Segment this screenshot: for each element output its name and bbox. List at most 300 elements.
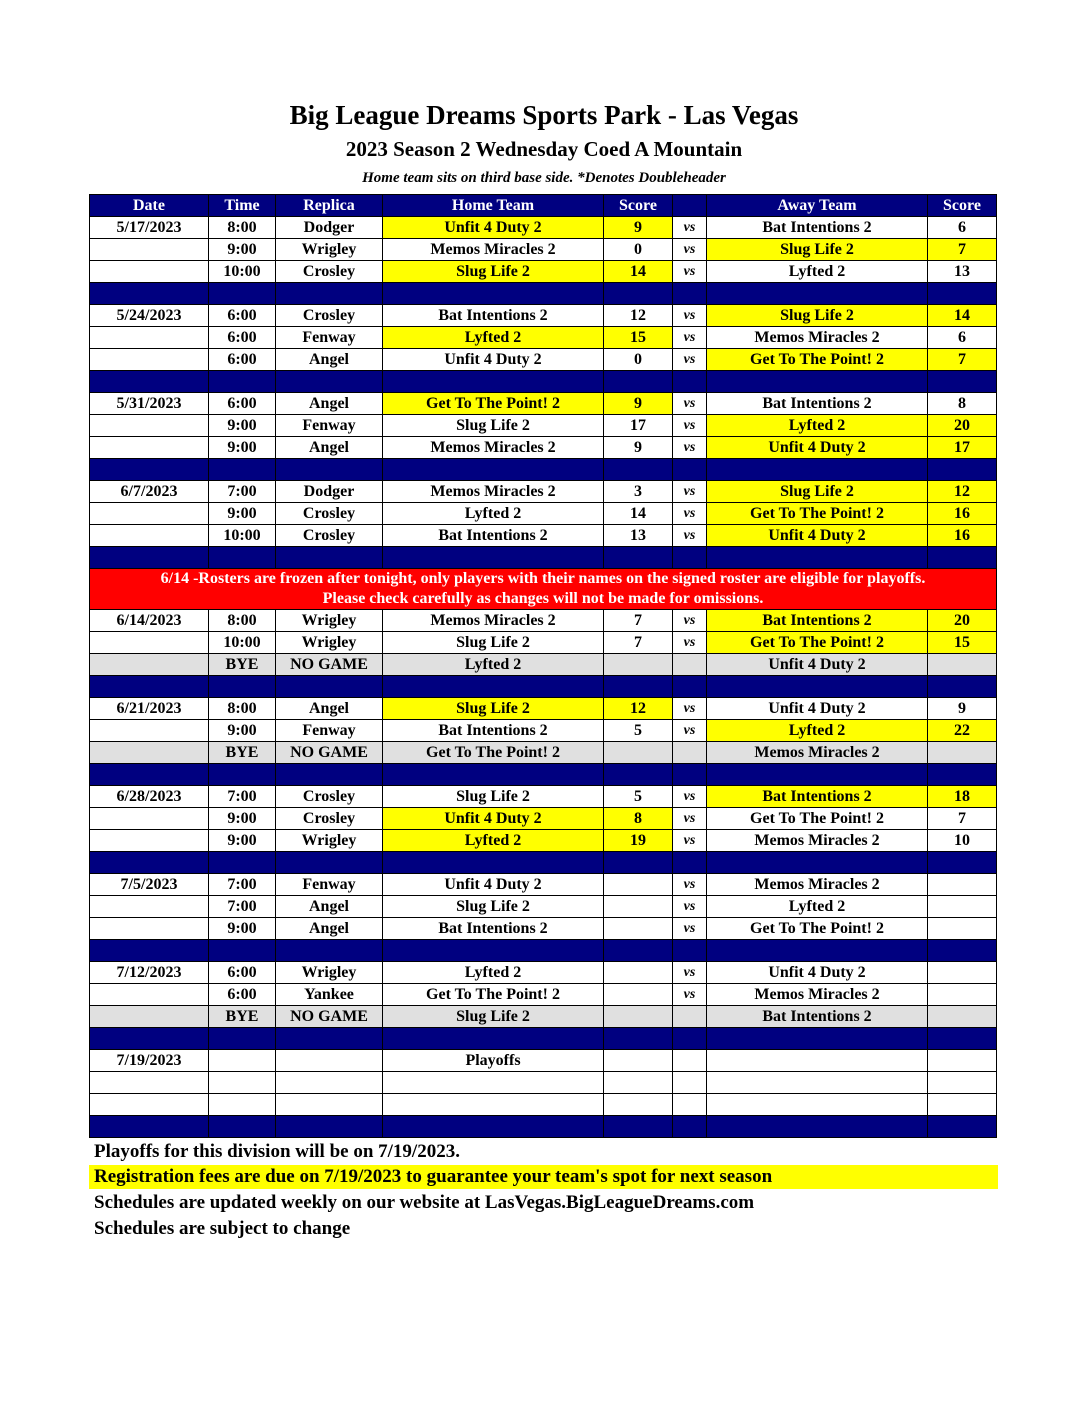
time-cell: BYE [209,742,276,764]
home-team-cell: Get To The Point! 2 [383,984,604,1006]
vs-cell: vs [673,327,707,349]
away-score-cell: 20 [928,415,997,437]
separator-cell [276,676,383,698]
separator-cell [707,371,928,393]
away-score-cell [928,1072,997,1094]
away-score-cell: 10 [928,830,997,852]
vs-cell: vs [673,984,707,1006]
home-score-cell: 15 [604,327,673,349]
separator-cell [928,459,997,481]
date-cell [90,327,209,349]
vs-cell: vs [673,830,707,852]
home-score-cell: 9 [604,393,673,415]
date-cell [90,261,209,283]
field-cell: NO GAME [276,742,383,764]
field-cell: Dodger [276,217,383,239]
field-cell: Angel [276,896,383,918]
field-cell: Fenway [276,720,383,742]
away-score-cell: 6 [928,217,997,239]
game-row [90,1072,997,1094]
home-team-cell: Lyfted 2 [383,503,604,525]
time-cell [209,1094,276,1116]
away-team-cell: Get To The Point! 2 [707,503,928,525]
separator-cell [673,371,707,393]
home-score-cell: 14 [604,503,673,525]
home-team-cell: Lyfted 2 [383,327,604,349]
separator-cell [928,547,997,569]
home-team-cell: Playoffs [383,1050,604,1072]
vs-cell [673,1006,707,1028]
away-score-cell: 12 [928,481,997,503]
separator-cell [276,852,383,874]
date-cell [90,1094,209,1116]
separator-cell [707,940,928,962]
vs-cell: vs [673,481,707,503]
separator-cell [276,283,383,305]
separator-cell [383,371,604,393]
away-score-cell [928,742,997,764]
home-score-cell: 19 [604,830,673,852]
away-score-cell: 22 [928,720,997,742]
vs-cell: vs [673,217,707,239]
field-cell: Crosley [276,786,383,808]
away-team-cell: Slug Life 2 [707,305,928,327]
field-cell: Wrigley [276,239,383,261]
game-row [90,632,997,654]
separator-row [90,371,997,393]
home-team-cell [383,1094,604,1116]
separator-row [90,1028,997,1050]
vs-cell: vs [673,786,707,808]
separator-cell [673,940,707,962]
vs-cell: vs [673,896,707,918]
away-team-cell: Memos Miracles 2 [707,742,928,764]
away-score-cell: 20 [928,610,997,632]
date-cell [90,632,209,654]
col-header-date: Date [90,195,209,217]
away-score-cell: 15 [928,632,997,654]
home-score-cell [604,1072,673,1094]
schedule-body [90,195,997,1138]
time-cell: 9:00 [209,720,276,742]
separator-cell [90,1116,209,1138]
date-cell: 6/14/2023 [90,610,209,632]
game-row [90,503,997,525]
away-team-cell: Bat Intentions 2 [707,610,928,632]
date-cell [90,415,209,437]
time-cell: 9:00 [209,239,276,261]
vs-cell: vs [673,349,707,371]
home-score-cell: 12 [604,698,673,720]
away-score-cell: 9 [928,698,997,720]
separator-row [90,676,997,698]
away-score-cell [928,874,997,896]
away-score-cell [928,896,997,918]
home-score-cell: 5 [604,786,673,808]
separator-cell [90,371,209,393]
home-score-cell: 17 [604,415,673,437]
vs-cell: vs [673,503,707,525]
roster-notice-line-1: 6/14 -Rosters are frozen after tonight, only players with their names on the signed roster are eligible for playoffs. [160,570,926,587]
vs-cell [673,1050,707,1072]
field-cell [276,1094,383,1116]
separator-cell [383,283,604,305]
field-cell: Crosley [276,525,383,547]
time-cell: 10:00 [209,261,276,283]
home-score-cell: 3 [604,481,673,503]
separator-cell [604,547,673,569]
separator-cell [604,371,673,393]
time-cell: 9:00 [209,437,276,459]
separator-row [90,547,997,569]
away-score-cell: 7 [928,808,997,830]
home-score-cell [604,654,673,676]
separator-cell [604,1116,673,1138]
separator-cell [604,764,673,786]
separator-row [90,1116,997,1138]
separator-cell [673,1028,707,1050]
home-score-cell [604,896,673,918]
separator-cell [604,283,673,305]
away-team-cell: Lyfted 2 [707,896,928,918]
separator-cell [209,940,276,962]
separator-cell [90,547,209,569]
field-cell: NO GAME [276,654,383,676]
away-team-cell: Get To The Point! 2 [707,349,928,371]
separator-cell [209,1028,276,1050]
separator-cell [276,764,383,786]
separator-cell [707,1116,928,1138]
vs-cell: vs [673,720,707,742]
home-score-cell [604,874,673,896]
game-row [90,327,997,349]
time-cell: 7:00 [209,786,276,808]
away-score-cell [928,918,997,940]
field-cell: Crosley [276,305,383,327]
time-cell: 10:00 [209,525,276,547]
col-header-home-score: Score [604,195,673,217]
vs-cell: vs [673,415,707,437]
home-team-cell [383,1072,604,1094]
separator-cell [707,764,928,786]
vs-cell: vs [673,698,707,720]
separator-cell [90,852,209,874]
separator-cell [209,1116,276,1138]
date-cell [90,239,209,261]
away-score-cell: 8 [928,393,997,415]
field-cell: Angel [276,349,383,371]
date-cell [90,896,209,918]
separator-cell [673,764,707,786]
separator-row [90,852,997,874]
field-cell: Wrigley [276,632,383,654]
separator-cell [604,940,673,962]
home-team-cell: Slug Life 2 [383,786,604,808]
game-row [90,437,997,459]
date-cell: 6/28/2023 [90,786,209,808]
away-team-cell: Memos Miracles 2 [707,874,928,896]
home-team-cell: Unfit 4 Duty 2 [383,349,604,371]
home-score-cell [604,1050,673,1072]
away-team-cell: Unfit 4 Duty 2 [707,654,928,676]
home-team-cell: Lyfted 2 [383,654,604,676]
separator-cell [673,852,707,874]
separator-cell [383,852,604,874]
vs-cell: vs [673,808,707,830]
home-team-cell: Memos Miracles 2 [383,239,604,261]
time-cell: BYE [209,654,276,676]
home-score-cell [604,984,673,1006]
time-cell: 9:00 [209,415,276,437]
separator-cell [209,459,276,481]
field-cell: Wrigley [276,962,383,984]
home-score-cell: 14 [604,261,673,283]
date-cell [90,525,209,547]
away-score-cell: 14 [928,305,997,327]
away-team-cell: Unfit 4 Duty 2 [707,962,928,984]
roster-notice [90,569,997,610]
footer-subject-to-change: Schedules are subject to change [94,1218,351,1239]
date-cell [90,742,209,764]
game-row [90,830,997,852]
col-header-away-team: Away Team [707,195,928,217]
vs-cell [673,1072,707,1094]
date-cell: 6/21/2023 [90,698,209,720]
home-score-cell [604,1006,673,1028]
separator-cell [383,1116,604,1138]
separator-cell [604,852,673,874]
separator-cell [90,1028,209,1050]
game-row [90,525,997,547]
separator-cell [209,371,276,393]
field-cell: Wrigley [276,830,383,852]
game-row [90,1094,997,1116]
separator-cell [209,547,276,569]
home-team-cell: Slug Life 2 [383,698,604,720]
bye-row [90,742,997,764]
separator-cell [707,676,928,698]
footer-registration: Registration fees are due on 7/19/2023 to guarantee your team's spot for next season [89,1165,998,1189]
time-cell: BYE [209,1006,276,1028]
bye-row [90,654,997,676]
vs-cell: vs [673,962,707,984]
vs-cell: vs [673,874,707,896]
away-team-cell: Lyfted 2 [707,261,928,283]
away-team-cell: Memos Miracles 2 [707,327,928,349]
time-cell: 8:00 [209,698,276,720]
separator-cell [707,852,928,874]
field-cell: Angel [276,918,383,940]
home-score-cell: 12 [604,305,673,327]
away-team-cell: Lyfted 2 [707,415,928,437]
home-team-cell: Unfit 4 Duty 2 [383,874,604,896]
col-header-away-score: Score [928,195,997,217]
field-cell: Angel [276,437,383,459]
separator-cell [90,283,209,305]
vs-cell: vs [673,918,707,940]
away-score-cell: 16 [928,525,997,547]
separator-cell [90,764,209,786]
footer-playoffs: Playoffs for this division will be on 7/19/2023. [94,1141,460,1162]
home-team-cell: Get To The Point! 2 [383,742,604,764]
field-cell: Wrigley [276,610,383,632]
separator-cell [383,764,604,786]
game-row [90,239,997,261]
separator-cell [276,1116,383,1138]
time-cell: 6:00 [209,305,276,327]
away-score-cell: 6 [928,327,997,349]
page-subtitle: 2023 Season 2 Wednesday Coed A Mountain [345,137,743,161]
home-team-cell: Bat Intentions 2 [383,305,604,327]
field-cell: Angel [276,393,383,415]
vs-cell: vs [673,610,707,632]
time-cell: 6:00 [209,984,276,1006]
game-row [90,349,997,371]
home-team-cell: Bat Intentions 2 [383,918,604,940]
home-team-cell: Slug Life 2 [383,632,604,654]
date-cell [90,1006,209,1028]
separator-cell [928,764,997,786]
away-score-cell: 13 [928,261,997,283]
date-cell [90,1072,209,1094]
separator-cell [383,547,604,569]
vs-cell: vs [673,632,707,654]
home-score-cell [604,918,673,940]
away-score-cell: 18 [928,786,997,808]
separator-cell [928,676,997,698]
col-header-replica: Replica [276,195,383,217]
game-row [90,610,997,632]
separator-cell [276,459,383,481]
time-cell: 6:00 [209,393,276,415]
date-cell [90,720,209,742]
away-score-cell [928,1094,997,1116]
separator-cell [209,764,276,786]
field-cell: Dodger [276,481,383,503]
field-cell: Fenway [276,415,383,437]
time-cell [209,1072,276,1094]
away-team-cell: Slug Life 2 [707,481,928,503]
away-score-cell [928,654,997,676]
away-team-cell: Slug Life 2 [707,239,928,261]
away-team-cell [707,1094,928,1116]
separator-cell [673,676,707,698]
away-score-cell: 17 [928,437,997,459]
field-cell: Crosley [276,808,383,830]
date-cell [90,654,209,676]
vs-cell: vs [673,393,707,415]
game-row [90,984,997,1006]
game-row [90,415,997,437]
separator-cell [383,1028,604,1050]
date-cell [90,437,209,459]
away-score-cell: 16 [928,503,997,525]
game-row [90,261,997,283]
separator-cell [673,283,707,305]
home-team-cell: Lyfted 2 [383,830,604,852]
home-team-cell: Slug Life 2 [383,1006,604,1028]
time-cell: 10:00 [209,632,276,654]
date-cell: 5/24/2023 [90,305,209,327]
home-team-cell: Slug Life 2 [383,415,604,437]
time-cell: 8:00 [209,610,276,632]
home-team-cell: Slug Life 2 [383,261,604,283]
away-team-cell: Unfit 4 Duty 2 [707,437,928,459]
separator-cell [276,547,383,569]
bye-row [90,1006,997,1028]
time-cell: 9:00 [209,830,276,852]
separator-cell [673,459,707,481]
time-cell: 6:00 [209,327,276,349]
footer-website: Schedules are updated weekly on our website at LasVegas.BigLeagueDreams.com [94,1192,755,1213]
date-cell: 7/19/2023 [90,1050,209,1072]
game-row [90,808,997,830]
home-team-cell: Bat Intentions 2 [383,525,604,547]
home-score-cell: 8 [604,808,673,830]
date-cell [90,503,209,525]
date-cell [90,984,209,1006]
separator-cell [276,371,383,393]
time-cell: 9:00 [209,808,276,830]
field-cell: Crosley [276,503,383,525]
separator-row [90,940,997,962]
col-header-vs [673,195,707,217]
game-row [90,698,997,720]
separator-cell [707,547,928,569]
field-cell: Angel [276,698,383,720]
home-score-cell: 5 [604,720,673,742]
home-score-cell: 9 [604,437,673,459]
page-title: Big League Dreams Sports Park - Las Vegas [289,100,799,130]
date-cell: 6/7/2023 [90,481,209,503]
home-team-cell: Bat Intentions 2 [383,720,604,742]
away-team-cell [707,1072,928,1094]
vs-cell: vs [673,305,707,327]
home-team-cell: Memos Miracles 2 [383,437,604,459]
game-row [90,1050,997,1072]
separator-cell [673,1116,707,1138]
col-header-time: Time [209,195,276,217]
vs-cell: vs [673,261,707,283]
separator-cell [90,940,209,962]
field-cell: Yankee [276,984,383,1006]
home-team-cell: Memos Miracles 2 [383,481,604,503]
date-cell [90,830,209,852]
date-cell: 7/5/2023 [90,874,209,896]
away-score-cell [928,984,997,1006]
field-cell: Crosley [276,261,383,283]
game-row [90,962,997,984]
game-row [90,305,997,327]
separator-cell [928,371,997,393]
home-score-cell: 0 [604,239,673,261]
home-team-cell: Memos Miracles 2 [383,610,604,632]
vs-cell: vs [673,437,707,459]
game-row [90,918,997,940]
separator-cell [928,940,997,962]
date-cell [90,349,209,371]
field-cell: Fenway [276,327,383,349]
vs-cell: vs [673,239,707,261]
vs-cell [673,1094,707,1116]
away-score-cell [928,1006,997,1028]
game-row [90,874,997,896]
time-cell: 6:00 [209,962,276,984]
separator-cell [209,852,276,874]
away-team-cell: Get To The Point! 2 [707,918,928,940]
away-team-cell [707,1050,928,1072]
separator-cell [209,283,276,305]
